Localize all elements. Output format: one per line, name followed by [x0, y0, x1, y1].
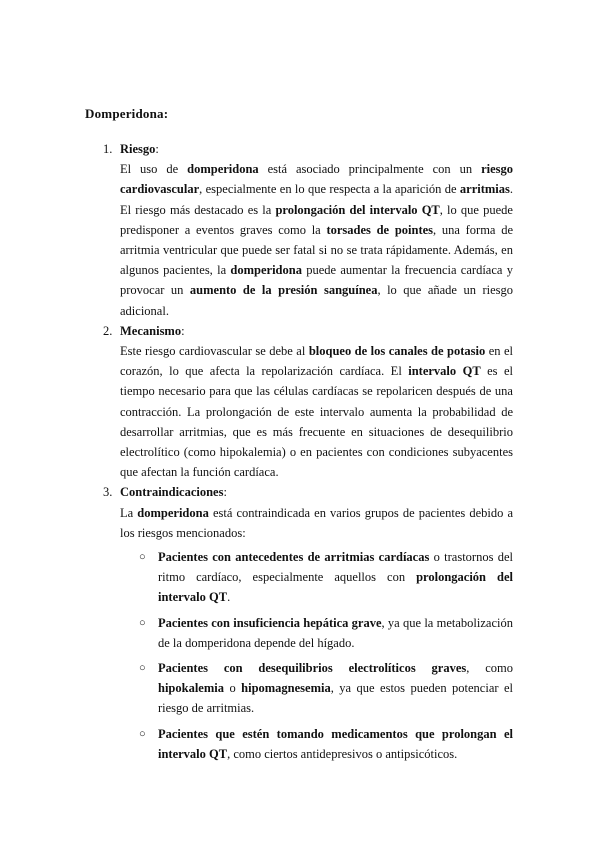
heading-colon: : — [155, 142, 159, 156]
bullet-list — [0, 547, 600, 764]
bold-text: Pacientes con antecedentes de arritmias cardíacas — [158, 550, 430, 565]
bold-text: Pacientes que estén tomando medicamentos que prolongan el intervalo QT — [158, 726, 513, 761]
list-item-mecanismo — [0, 321, 600, 483]
heading-text: Riesgo — [120, 142, 156, 156]
item-heading — [120, 139, 600, 159]
text-run: está contraindicada en varios grupos de pacientes debido a los riesgos mencionados: — [120, 505, 514, 540]
text-run: , ya que estos pueden potenciar el riesgo de arritmias. — [158, 681, 513, 716]
item-number: 1. — [103, 142, 113, 156]
text-run: . — [227, 590, 231, 605]
heading-text: Contraindicaciones — [120, 485, 224, 500]
item-paragraph — [120, 503, 513, 543]
bullet-text — [158, 550, 513, 604]
bullet-circle-icon: ○ — [139, 616, 146, 629]
text-run: , una forma de arritmia ventricular que puede ser fatal si no se trata rápidamente. Además, en algunos pacientes, la — [120, 222, 513, 278]
item-number: 2. — [103, 323, 113, 338]
text-run: , como — [466, 661, 513, 676]
text-run: está asociado principalmente con un — [258, 162, 482, 177]
list-item-contraindicaciones — [0, 482, 600, 764]
bold-text: riesgo cardiovascular — [120, 162, 513, 197]
text-run: , como ciertos antidepresivos o antipsicóticos. — [227, 746, 458, 761]
bold-text: Pacientes con insuficiencia hepática grave — [158, 615, 382, 630]
bullet-circle-icon: ○ — [139, 662, 146, 675]
item-paragraph — [120, 341, 513, 482]
text-run: , lo que puede predisponer a eventos graves como la — [120, 202, 513, 237]
bold-text: bloqueo de los canales de potasio — [308, 344, 486, 359]
bullet-item — [0, 724, 513, 764]
item-heading — [120, 321, 600, 341]
numbered-list — [0, 139, 600, 769]
bold-text: Pacientes con desequilibrios electrolíticos graves — [158, 661, 467, 676]
bullet-item — [0, 658, 513, 719]
bold-text: hipokalemia — [158, 681, 224, 696]
bullet-item — [0, 547, 513, 608]
bold-text: arritmias — [459, 182, 510, 197]
bullet-text — [158, 661, 513, 715]
text-run: Este riesgo cardiovascular se debe al — [120, 344, 309, 359]
item-paragraph — [120, 159, 513, 321]
text-run: , especialmente en lo que respecta a la aparición de — [199, 182, 460, 197]
bold-text: aumento de la presión sanguínea — [189, 283, 378, 298]
text-run: o trastornos del ritmo cardíaco, especialmente aquellos con — [158, 550, 514, 585]
document-title: Domperidona: — [85, 106, 169, 121]
text-run: . El riesgo más destacado es la — [120, 182, 513, 217]
bold-text: domperidona — [137, 505, 209, 520]
text-run: , ya que la metabolización de la domperidona depende del hígado. — [158, 615, 513, 650]
bullet-item — [0, 613, 513, 653]
bullet-circle-icon: ○ — [139, 551, 146, 564]
bold-text: prolongación del intervalo QT — [275, 202, 440, 217]
bold-text: hipomagnesemia — [241, 681, 331, 696]
text-run: La — [120, 505, 138, 520]
text-run: o — [224, 681, 242, 696]
item-heading — [120, 482, 600, 502]
text-run: , lo que añade un riesgo adicional. — [120, 283, 514, 318]
list-item-riesgo — [0, 139, 600, 321]
bullet-text — [158, 727, 513, 761]
text-run: El uso de — [120, 162, 188, 177]
heading-text: Mecanismo — [120, 323, 182, 338]
heading-colon: : — [181, 323, 185, 338]
bold-text: domperidona — [187, 162, 259, 177]
bullet-text — [158, 616, 513, 650]
bold-text: prolongación del intervalo QT — [158, 570, 513, 605]
text-run: es el tiempo necesario para que las células cardíacas se repolaricen después de una contracción. La prolongación de este intervalo aumenta la probabilidad de desarrollar arritmias, que es más frecuente en situaciones de desequilibrio electrolítico (como hipokalemia) o en pacientes con condiciones subyacentes que afectan la función cardíaca. — [120, 364, 514, 480]
text-run: en el corazón, lo que afecta la repolarización cardíaca. El — [120, 344, 513, 379]
heading-colon: : — [223, 485, 227, 500]
text-run: puede aumentar la frecuencia cardíaca y provocar un — [120, 263, 513, 298]
bold-text: intervalo QT — [408, 364, 481, 379]
bold-text: domperidona — [230, 263, 302, 278]
bold-text: torsades de pointes — [326, 222, 434, 237]
item-number: 3. — [103, 485, 113, 500]
bullet-circle-icon: ○ — [139, 727, 146, 740]
